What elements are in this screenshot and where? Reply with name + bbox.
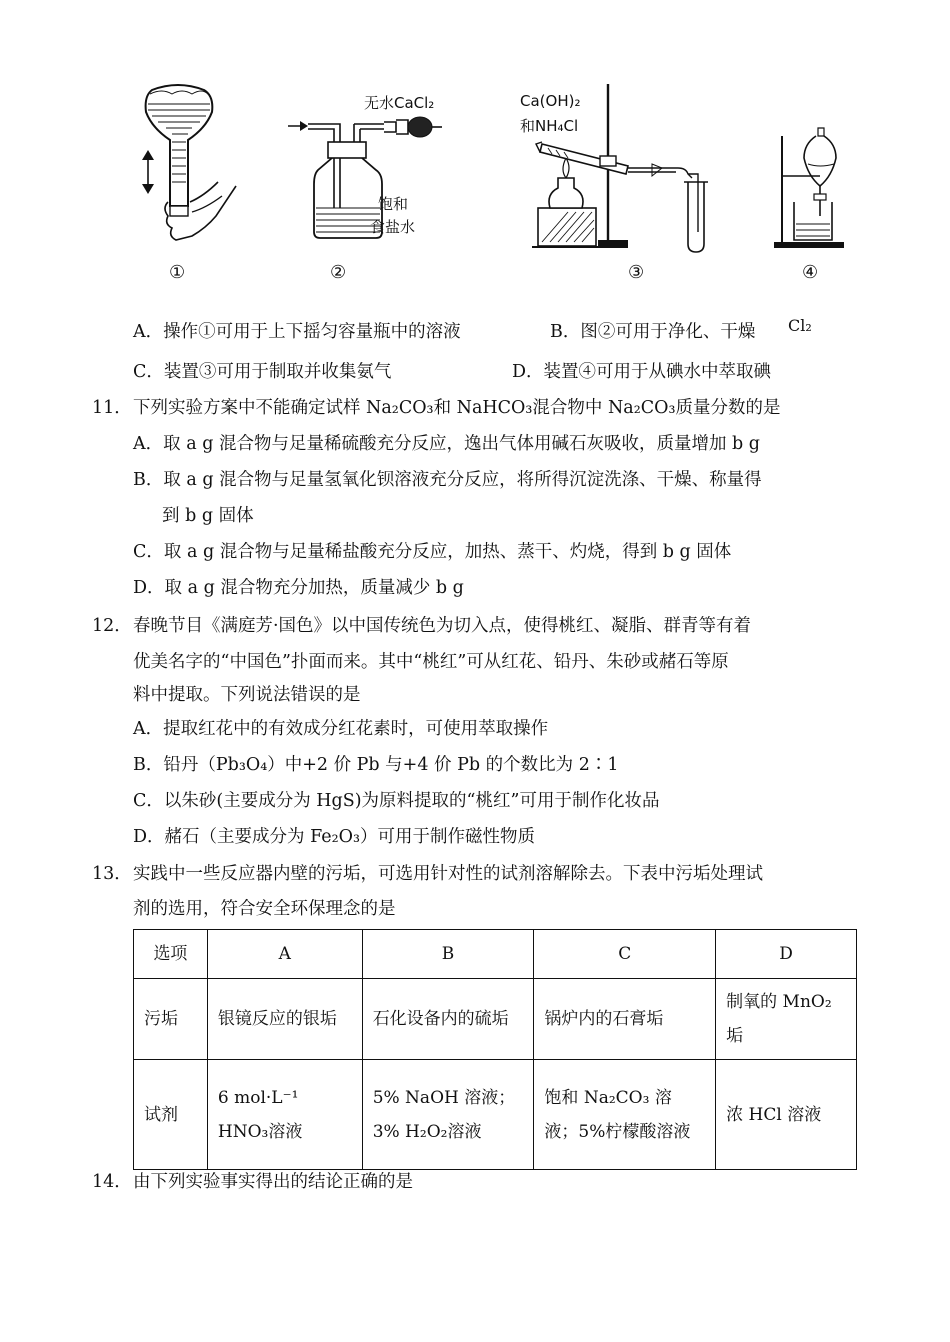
q11-option-d: D．取 a g 混合物充分加热，质量减少 b g: [133, 578, 464, 598]
table-cell: 5% NaOH 溶液；3% H₂O₂溶液: [362, 1060, 534, 1170]
table-header-cell: 选项: [134, 930, 208, 979]
table-header-row: [134, 930, 857, 979]
q13-stem-line2: 剂的选用，符合安全环保理念的是: [133, 899, 396, 919]
q14-stem: 由下列实验事实得出的结论正确的是: [133, 1172, 413, 1192]
q10-option-c: C．装置③可用于制取并收集氨气: [133, 362, 392, 382]
q12-stem-line1: 春晚节目《满庭芳·国色》以中国传统色为切入点，使得桃红、凝脂、群青等有着: [133, 616, 752, 636]
q13-number: 13．: [92, 864, 132, 884]
q12-option-c: C．以朱砂(主要成分为 HgS)为原料提取的“桃红”可用于制作化妆品: [133, 791, 660, 811]
caption-1: ①: [169, 262, 186, 283]
q11-option-a: A．取 a g 混合物与足量稀硫酸充分反应，逸出气体用碱石灰吸收，质量增加 b g: [133, 434, 760, 454]
q10-option-b-formula: Cl₂: [788, 316, 812, 335]
q12-option-d: D．赭石（主要成分为 Fe₂O₃）可用于制作磁性物质: [133, 827, 536, 847]
q13-table: [133, 929, 857, 1170]
fig3-label-1: Ca(OH)₂: [520, 92, 581, 110]
q11-option-b-line2: 到 b g 固体: [162, 506, 254, 526]
caption-2: ②: [330, 262, 347, 283]
fig2-label-bottom-1: 饱和: [378, 195, 409, 213]
q13-stem-line1: 实践中一些反应器内壁的污垢，可选用针对性的试剂溶解除去。下表中污垢处理试: [133, 864, 763, 884]
q12-stem-line2: 优美名字的“中国色”扑面而来。其中“桃红”可从红花、铅丹、朱砂或赭石等原: [133, 652, 729, 672]
q12-option-b: B．铅丹（Pb₃O₄）中+2 价 Pb 与+4 价 Pb 的个数比为 2∶1: [133, 755, 619, 775]
q10-option-a: A．操作①可用于上下摇匀容量瓶中的溶液: [133, 322, 461, 342]
fig3-label-2: 和NH₄Cl: [520, 117, 579, 135]
table-cell: 浓 HCl 溶液: [716, 1060, 857, 1170]
figure-2-gas-wash-bottle: [284, 108, 444, 248]
table-header-cell: C: [534, 930, 716, 979]
figure-4-separatory-funnel: [772, 124, 852, 254]
figure-1-volumetric-flask: [132, 78, 242, 258]
q14-number: 14．: [92, 1172, 132, 1192]
q11-option-c: C．取 a g 混合物与足量稀盐酸充分反应，加热、蒸干、灼烧，得到 b g 固体: [133, 542, 732, 562]
table-cell: 锅炉内的石膏垢: [534, 979, 716, 1060]
caption-3: ③: [628, 262, 645, 283]
table-header-cell: A: [207, 930, 362, 979]
table-header-cell: D: [716, 930, 857, 979]
q12-stem-line3: 料中提取。下列说法错误的是: [133, 685, 361, 705]
q11-stem: 下列实验方案中不能确定试样 Na₂CO₃和 NaHCO₃混合物中 Na₂CO₃质量分数的是: [133, 398, 781, 418]
caption-4: ④: [802, 262, 819, 283]
fig2-label-top: 无水CaCl₂: [364, 94, 435, 112]
table-cell: 银镜反应的银垢: [207, 979, 362, 1060]
table-cell: 6 mol·L⁻¹ HNO₃溶液: [207, 1060, 362, 1170]
table-cell: 饱和 Na₂CO₃ 溶液；5%柠檬酸溶液: [534, 1060, 716, 1170]
table-row: [134, 979, 857, 1060]
q10-option-d: D．装置④可用于从碘水中萃取碘: [512, 362, 772, 382]
table-cell: 污垢: [134, 979, 208, 1060]
q12-option-a: A．提取红花中的有效成分红花素时，可使用萃取操作: [133, 719, 549, 739]
table-cell: 石化设备内的硫垢: [362, 979, 534, 1060]
fig2-label-bottom-2: 食盐水: [370, 218, 416, 236]
q10-option-b: B．图②可用于净化、干燥: [550, 322, 756, 342]
table-header-cell: B: [362, 930, 534, 979]
table-cell: 试剂: [134, 1060, 208, 1170]
q12-number: 12．: [92, 616, 132, 636]
q11-option-b-line1: B．取 a g 混合物与足量氢氧化钡溶液充分反应，将所得沉淀洗涤、干燥、称量得: [133, 470, 762, 490]
q11-number: 11．: [92, 398, 132, 418]
table-cell: 制氧的 MnO₂垢: [716, 979, 857, 1060]
table-row: [134, 1060, 857, 1170]
